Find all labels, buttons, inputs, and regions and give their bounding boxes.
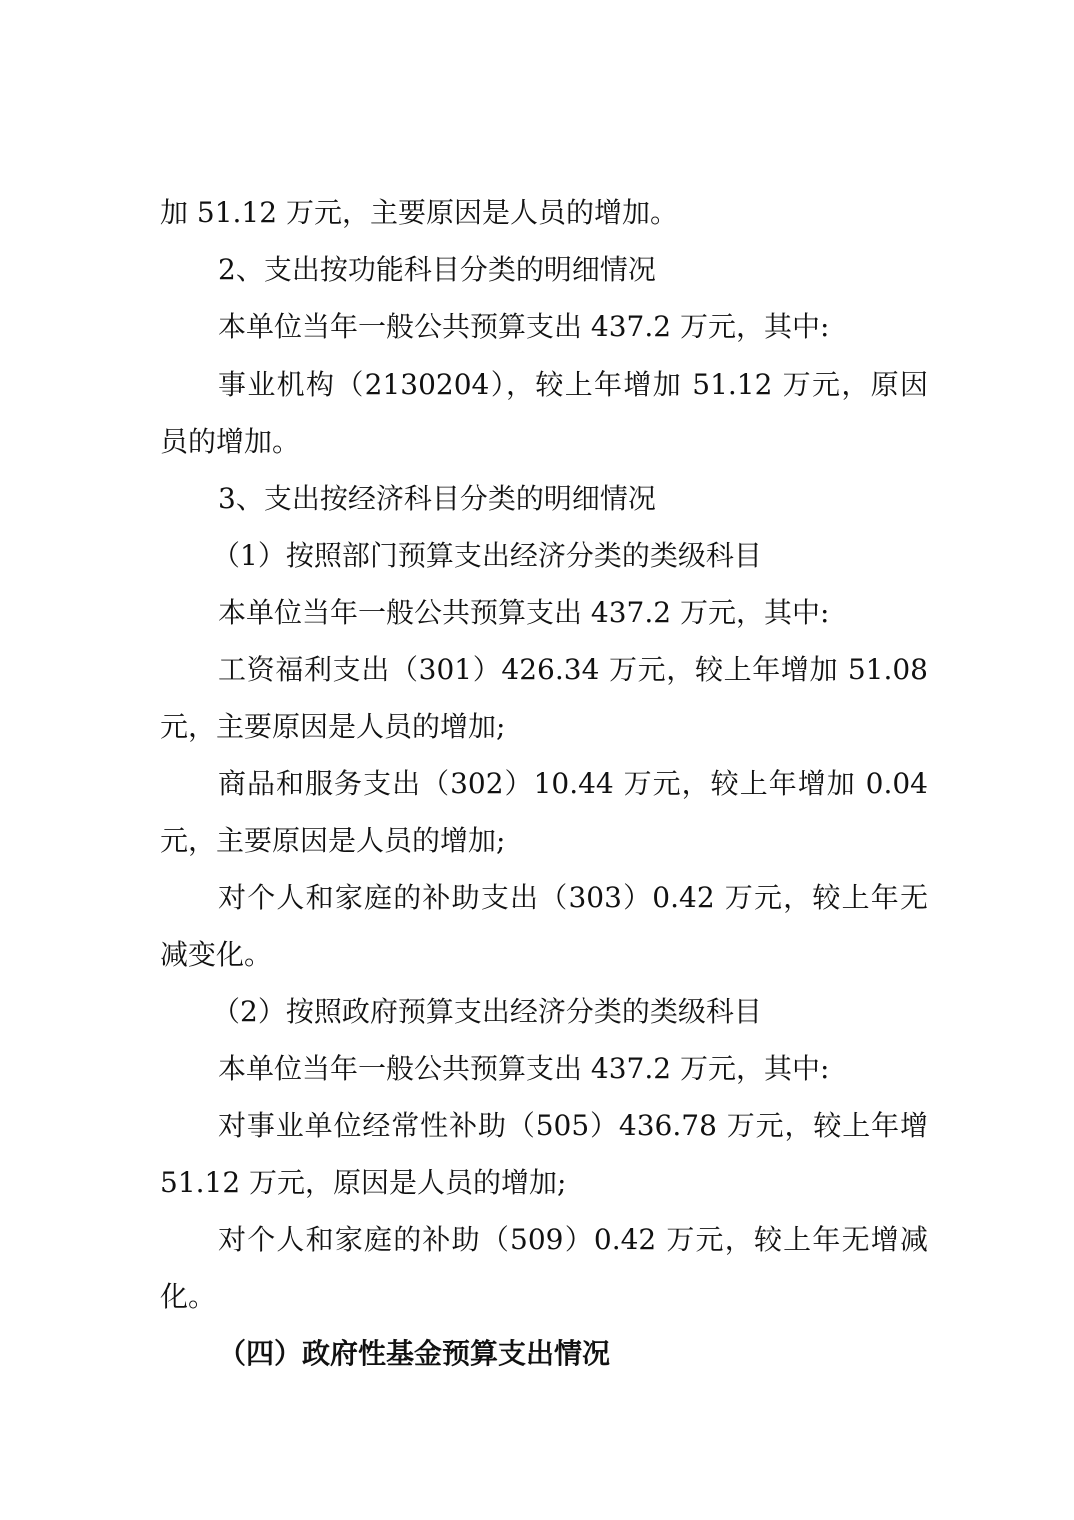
text-line-1: 加 51.12 万元，主要原因是人员的增加。	[160, 196, 678, 229]
text-line-17: 对事业单位经常性补助（505）436.78 万元，较上年增	[218, 1109, 928, 1142]
text-line-4: 事业机构（2130204），较上年增加 51.12 万元，原因	[218, 368, 928, 401]
text-line-3: 本单位当年一般公共预算支出 437.2 万元，其中:	[218, 310, 830, 343]
section-heading-2: 2、支出按功能科目分类的明细情况	[218, 253, 656, 286]
section-heading-4: （四）政府性基金预算支出情况	[218, 1337, 611, 1370]
text-line-18: 51.12 万元，原因是人员的增加;	[160, 1166, 567, 1199]
text-line-9: 工资福利支出（301）426.34 万元，较上年增加 51.08	[218, 653, 928, 686]
text-line-16: 本单位当年一般公共预算支出 437.2 万元，其中:	[218, 1052, 830, 1085]
subsection-heading-1: （1）按照部门预算支出经济分类的类级科目	[212, 539, 762, 572]
subsection-heading-2: （2）按照政府预算支出经济分类的类级科目	[212, 995, 762, 1028]
text-line-19: 对个人和家庭的补助（509）0.42 万元，较上年无增减	[218, 1223, 928, 1256]
text-line-11: 商品和服务支出（302）10.44 万元，较上年增加 0.04	[218, 767, 928, 800]
text-line-12: 元，主要原因是人员的增加;	[160, 824, 506, 857]
text-line-20: 化。	[160, 1280, 217, 1313]
text-line-8: 本单位当年一般公共预算支出 437.2 万元，其中:	[218, 596, 830, 629]
text-line-10: 元，主要原因是人员的增加;	[160, 710, 506, 743]
text-line-14: 减变化。	[160, 938, 273, 971]
section-heading-3: 3、支出按经济科目分类的明细情况	[218, 482, 656, 515]
text-line-5: 员的增加。	[160, 425, 301, 458]
text-line-13: 对个人和家庭的补助支出（303）0.42 万元，较上年无	[218, 881, 928, 914]
